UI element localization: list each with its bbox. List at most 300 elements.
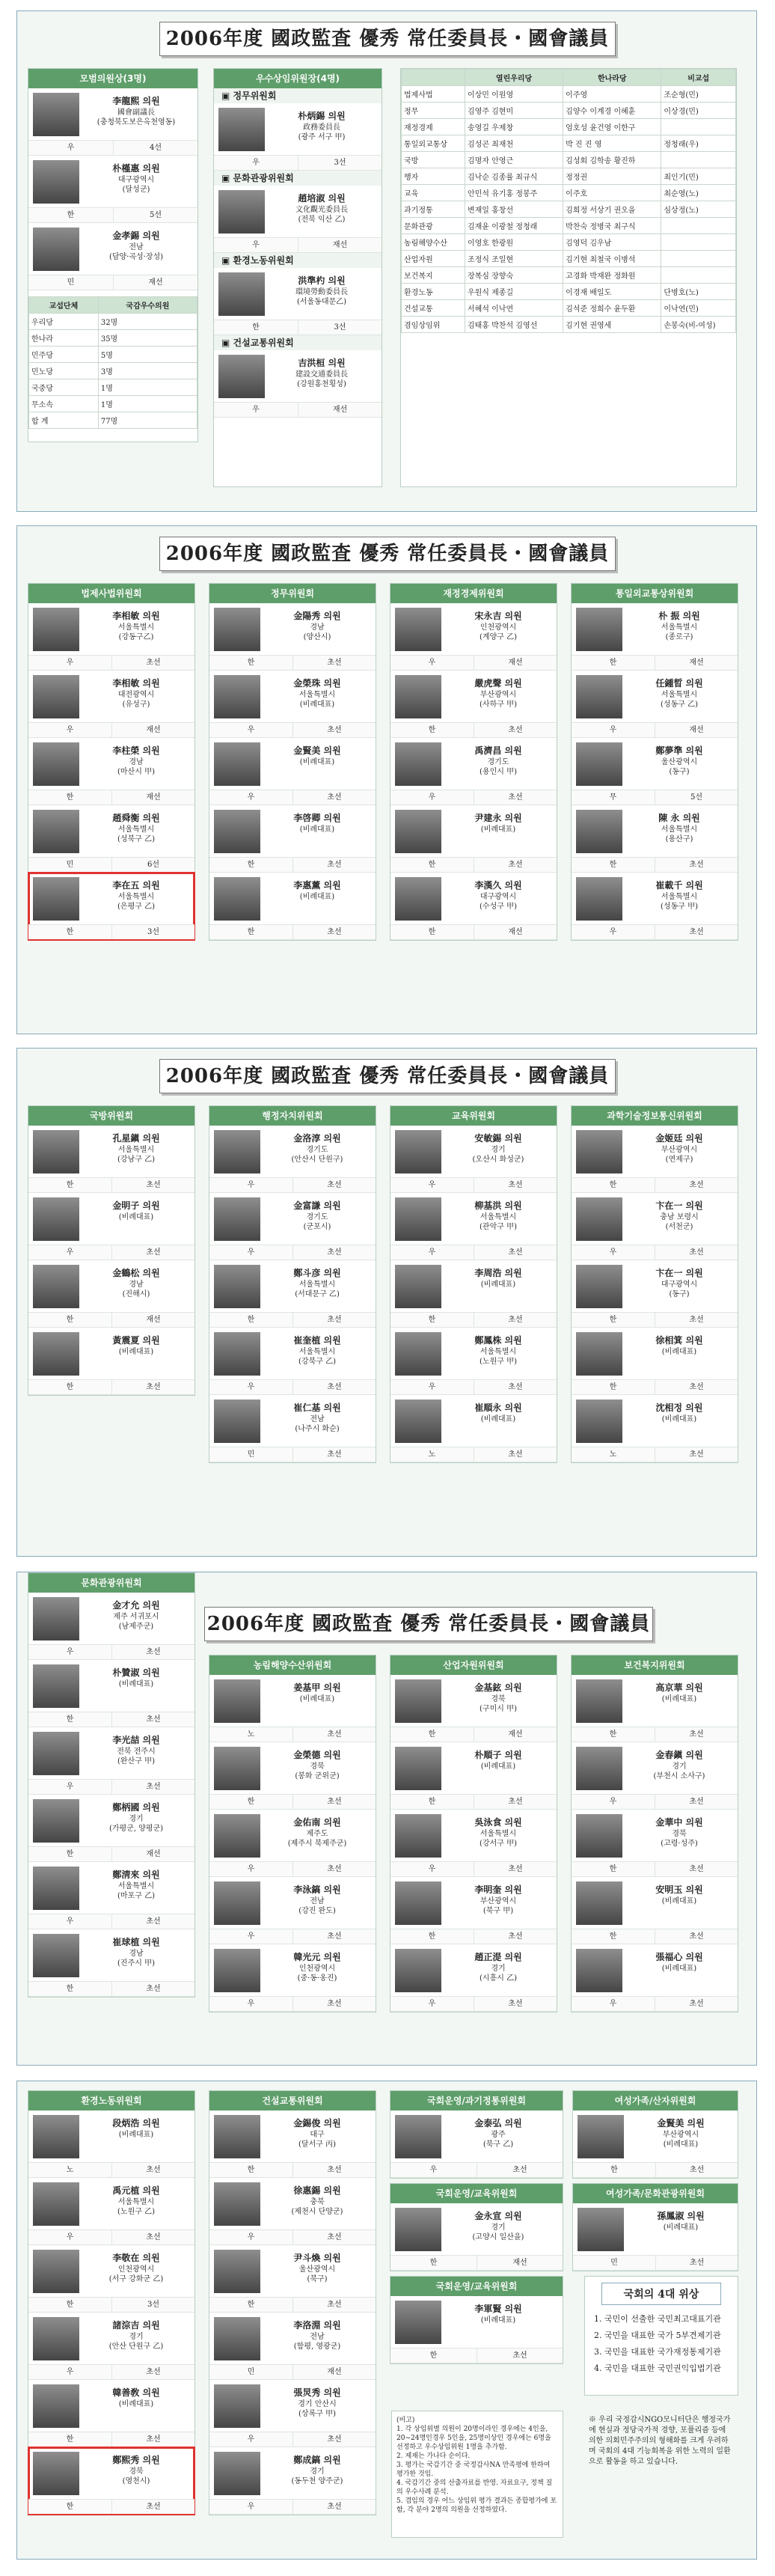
member-party: 우: [209, 2229, 292, 2244]
member-photo: [214, 1400, 260, 1443]
member-photo: [214, 1679, 260, 1723]
committee-row: [402, 218, 736, 234]
member-district: 부산광역시 (연제구): [661, 1146, 698, 1164]
member-card: [214, 268, 382, 335]
member-name: 尹斗煥 의원: [293, 2253, 341, 2263]
member-term: 초선: [474, 1312, 557, 1327]
member-district: (비례대표): [299, 1695, 335, 1703]
member-term: 초선: [292, 1794, 376, 1809]
member-name: 金鶴松 의원: [112, 1268, 160, 1278]
member-party: 우: [209, 790, 292, 805]
member-photo: [214, 1881, 260, 1925]
committee-row: [402, 135, 736, 152]
member-district: 서울특별시 (관악구 甲): [480, 1213, 517, 1231]
member-term: 초선: [655, 924, 738, 939]
member-party: 우: [209, 1929, 292, 1944]
chair-committee-name: ▣ 건설교통위원회: [214, 335, 382, 350]
member-photo: [214, 2317, 260, 2360]
member-district: 대구광역시 (동구): [661, 1281, 698, 1298]
member-district: 경기도 (군포시): [303, 1213, 331, 1231]
committee-header: 보건복지위원회: [572, 1655, 738, 1675]
member-photo: [33, 1597, 79, 1640]
member-district: 경남 (진해시): [122, 1281, 150, 1298]
committee-row: [402, 152, 736, 168]
member-party: 민: [28, 275, 113, 290]
party-cell: 국중당: [29, 379, 99, 396]
member-card: [28, 1929, 194, 1997]
member-term: 3선: [111, 2297, 194, 2312]
member-name: 朴 振 의원: [658, 611, 700, 621]
committee-cell: 송영길 우제창: [465, 119, 563, 135]
member-name: 李明奎 의원: [474, 1884, 522, 1895]
member-district: 경북 (영천시): [122, 2467, 150, 2485]
member-party: 한: [28, 1312, 111, 1327]
member-name: 孫鳳淑 의원: [657, 2211, 705, 2221]
panel-title: [159, 22, 616, 56]
member-term: 초선: [111, 2432, 194, 2447]
committee-cell: 법제사법: [402, 86, 465, 103]
member-name: 鄭鳳株 의원: [474, 1335, 522, 1346]
member-photo: [576, 742, 622, 786]
member-name: 鄭柄國 의원: [112, 1802, 160, 1813]
member-card: [390, 603, 557, 671]
member-card: [572, 1193, 738, 1260]
member-term: 초선: [655, 1379, 738, 1394]
member-photo: [395, 1332, 441, 1376]
member-party: 한: [572, 1861, 655, 1876]
member-term: 초선: [474, 1447, 557, 1462]
committee-cell: 이주영: [563, 86, 661, 103]
member-term: 4선: [113, 140, 197, 155]
member-photo: [214, 1332, 260, 1376]
member-party: 한: [28, 1981, 111, 1996]
member-name: 洪準杓 의원: [298, 275, 346, 286]
committee-cell: 조순형(민): [661, 86, 736, 103]
notes-box: [391, 2411, 563, 2538]
committee-cell: 박 진 진 영: [563, 135, 661, 152]
member-name: 尹建永 의원: [474, 813, 522, 823]
member-district: 대구광역시 (수성구 甲): [480, 893, 517, 911]
member-term: 초선: [111, 1177, 194, 1192]
committee-cell: [661, 234, 736, 251]
ct-th: [402, 70, 465, 86]
committee-row: [402, 103, 736, 119]
panel-committees-4: [16, 2081, 757, 2560]
committee-cell: 환경노동: [402, 284, 465, 300]
party-row: [29, 347, 197, 363]
member-term: 초선: [655, 2162, 738, 2177]
member-photo: [576, 1747, 622, 1790]
committee-cell: 이경재 배일도: [563, 284, 661, 300]
member-card: [28, 2380, 194, 2447]
member-name: 張福心 의원: [655, 1952, 703, 1962]
committee-row: [402, 201, 736, 218]
party-cell: 35명: [98, 330, 197, 347]
member-card: [573, 2110, 738, 2178]
panel-committees-3: [16, 1572, 757, 2066]
committee-cell: 김석준 정희수 윤두환: [563, 300, 661, 317]
member-district: 울산광역시 (동구): [661, 758, 698, 776]
committee-header: 정무위원회: [209, 584, 376, 603]
member-term: 초선: [292, 2499, 376, 2514]
member-party: 민: [28, 857, 111, 872]
committee-cell: 정정권: [563, 168, 661, 185]
committee-column: [28, 583, 195, 941]
committee-cell: 재정경제: [402, 119, 465, 135]
party-row: [29, 396, 197, 412]
party-row: [29, 412, 197, 429]
member-name: 吳泳食 의원: [474, 1817, 522, 1828]
member-district: 서울특별시 (종로구): [661, 623, 698, 641]
member-party: 우: [28, 722, 111, 737]
member-card: [28, 1862, 194, 1929]
party-cell: 우리당: [29, 314, 99, 330]
member-photo: [395, 1949, 441, 1992]
member-term: 초선: [292, 1727, 376, 1742]
committee-header: 국회운영/교육위원회: [390, 2184, 563, 2203]
chair-section: [213, 68, 382, 487]
committee-header: 여성가족/산자위원회: [573, 2091, 738, 2110]
member-card: [572, 873, 738, 940]
committee-header: 산업자원위원회: [390, 1655, 557, 1675]
member-name: 沈相정 의원: [655, 1403, 703, 1413]
member-card: [209, 873, 376, 940]
member-district: 충남 보령시 (서천군): [660, 1213, 699, 1231]
member-card: [390, 1328, 557, 1395]
member-party: 한: [390, 1312, 474, 1327]
member-term: 초선: [292, 1996, 376, 2011]
member-card: [572, 805, 738, 873]
member-card: [28, 1193, 194, 1260]
member-name: 朴順子 의원: [474, 1750, 522, 1760]
member-party: 한: [28, 790, 111, 805]
member-card: [390, 1877, 557, 1944]
member-district: 政務委員長 (광주 서구 甲): [298, 123, 346, 141]
member-card: [390, 1126, 557, 1193]
member-term: 초선: [655, 1996, 738, 2011]
member-name: 李啓卿 의원: [293, 813, 341, 823]
member-card: [214, 186, 382, 253]
member-district: 경기 (고양시 일산을): [472, 2224, 524, 2241]
committee-header: 통일외교통상위원회: [572, 584, 738, 603]
member-party: 우: [209, 722, 292, 737]
member-photo: [218, 355, 265, 398]
member-name: 朴炳錫 의원: [298, 111, 346, 121]
member-party: 한: [28, 1379, 111, 1394]
member-name: 金姬廷 의원: [655, 1133, 703, 1144]
member-card: [572, 1328, 738, 1395]
committee-table-section: [400, 68, 737, 487]
wisang-item: 1. 국민이 선출한 국민최고대표기관: [604, 2311, 732, 2328]
member-name: 韓善敎 의원: [112, 2387, 160, 2398]
ct-th: 비교섭: [661, 70, 736, 86]
party-th: 국감우수의원: [98, 297, 197, 314]
member-district: 경기 (오산시 화성군): [472, 1146, 524, 1164]
party-row: [29, 379, 197, 396]
member-card: [209, 805, 376, 873]
member-photo: [576, 1130, 622, 1173]
committee-cell: 김태홍 박찬석 김영선: [465, 317, 563, 333]
member-name: 卞在一 의원: [655, 1268, 703, 1278]
committee-header: 행정자치위원회: [209, 1106, 376, 1126]
committee-cell: 김영주 김현미: [465, 103, 563, 119]
committee-column: [209, 1105, 376, 1463]
member-card: [28, 2178, 194, 2245]
member-party: 우: [214, 237, 298, 252]
member-term: 초선: [111, 2229, 194, 2244]
party-cell: 합 계: [29, 412, 99, 429]
member-term: 초선: [474, 790, 557, 805]
committee-cell: 김낙순 김종률 최규식: [465, 168, 563, 185]
member-card: [209, 738, 376, 805]
member-card: [572, 738, 738, 805]
member-card: [209, 603, 376, 671]
committee-cell: 김성회 김학송 황진하: [563, 152, 661, 168]
wisang-box: [584, 2276, 738, 2396]
member-name: 金賢美 의원: [293, 745, 341, 756]
member-term: 초선: [474, 1996, 557, 2011]
party-cell: 민노당: [29, 363, 99, 379]
committee-cell: 손봉숙(비-여성): [661, 317, 736, 333]
member-photo: [33, 2317, 79, 2360]
member-name: 金永宣 의원: [474, 2211, 522, 2221]
member-party: 우: [28, 2364, 111, 2379]
member-card: [214, 103, 382, 171]
member-term: 재선: [111, 1846, 194, 1861]
party-cell: 5명: [98, 347, 197, 363]
member-card: [573, 2203, 738, 2271]
member-term: 초선: [292, 1379, 376, 1394]
member-photo: [33, 877, 79, 921]
member-term: 초선: [655, 1245, 738, 1260]
member-term: 초선: [292, 655, 376, 670]
member-party: 한: [209, 1794, 292, 1809]
member-photo: [578, 2115, 624, 2158]
member-card: [28, 1260, 194, 1328]
party-cell: 77명: [98, 412, 197, 429]
member-photo: [395, 2208, 441, 2251]
member-district: 경기도 (용인시 甲): [480, 758, 517, 776]
committee-cell: 이낙연(민): [661, 300, 736, 317]
member-district: 대구광역시 (달성군): [117, 176, 155, 194]
committee-cell: 산업자원: [402, 251, 465, 267]
committee-cell: 김재윤 이광철 정청래: [465, 218, 563, 234]
member-name: 趙正湜 의원: [474, 1952, 522, 1962]
member-photo: [214, 675, 260, 718]
member-photo: [214, 1197, 260, 1241]
member-photo: [395, 1747, 441, 1790]
model-section: [28, 68, 198, 442]
member-district: 광주 (북구 乙): [483, 2131, 514, 2149]
member-district: (비례대표): [661, 1695, 697, 1703]
member-party: 한: [390, 924, 474, 939]
member-photo: [214, 1265, 260, 1308]
member-party: 노: [209, 1727, 292, 1742]
member-photo: [33, 1799, 79, 1843]
member-term: 재선: [111, 790, 194, 805]
member-name: 金孝錫 의원: [112, 231, 160, 241]
member-name: 任鍾晳 의원: [655, 678, 703, 689]
member-term: 초선: [292, 2432, 376, 2447]
committee-cell: 김명자 안영근: [465, 152, 563, 168]
member-name: 安敏錫 의원: [474, 1133, 522, 1144]
member-party: 우: [572, 1245, 655, 1260]
member-term: 초선: [655, 1727, 738, 1742]
member-term: 초선: [292, 1312, 376, 1327]
member-district: 전남 (강진 완도): [298, 1897, 336, 1915]
member-photo: [33, 810, 79, 853]
member-party: 한: [28, 2432, 111, 2447]
member-name: 柳基洪 의원: [474, 1200, 522, 1211]
party-row: [29, 314, 197, 330]
member-photo: [395, 1881, 441, 1925]
committee-cell: 김기현 최철국 이병석: [563, 251, 661, 267]
committee-row: [402, 284, 736, 300]
committee-column: [390, 1105, 557, 1463]
member-card: [209, 1260, 376, 1328]
member-term: 초선: [292, 1929, 376, 1944]
member-photo: [576, 1881, 622, 1925]
member-term: 초선: [655, 1929, 738, 1944]
member-name: 李龍熙 의원: [112, 96, 160, 106]
member-card: [209, 1395, 376, 1462]
member-party: 한: [572, 1727, 655, 1742]
committee-row: [402, 251, 736, 267]
member-party: 한: [28, 207, 113, 222]
member-party: 우: [209, 2432, 292, 2447]
ct-th: 한나라당: [563, 70, 661, 86]
member-card: [390, 2110, 563, 2178]
member-district: 경북 (고령·성주): [661, 1830, 698, 1848]
member-card: [209, 2447, 376, 2515]
member-name: 李柱榮 의원: [112, 745, 160, 756]
member-party: 한: [28, 2297, 111, 2312]
party-th: 교섭단체: [29, 297, 99, 314]
member-card: [28, 1660, 194, 1727]
committee-header: 국회운영/교육위원회: [390, 2277, 563, 2296]
committee-cell: 보건복지: [402, 267, 465, 284]
panel-committees-1: [16, 525, 757, 1034]
member-card: [28, 1328, 194, 1395]
member-party: 우: [28, 1779, 111, 1794]
committee-cell: 엄호성 윤건영 이한구: [563, 119, 661, 135]
member-name: 鄭熙秀 의원: [112, 2455, 160, 2465]
member-party: 한: [214, 320, 298, 335]
member-photo: [214, 2115, 260, 2158]
panel-title-text: 2006年度 國政監査 優秀 常任委員長・國會議員: [165, 28, 610, 50]
member-photo: [395, 608, 441, 651]
member-district: (비례대표): [480, 1762, 516, 1771]
member-party: 우: [28, 1644, 111, 1659]
member-card: [390, 1675, 557, 1742]
committee-cell: 단병호(노): [661, 284, 736, 300]
member-party: 우: [572, 1996, 655, 2011]
member-card: [28, 2313, 194, 2380]
member-party: 우: [209, 1996, 292, 2011]
member-district: 서울특별시 (강북구 乙): [298, 1348, 336, 1366]
panel-committees-2: [16, 1048, 757, 1557]
member-name: 鄭夢準 의원: [655, 745, 703, 756]
member-district: (비례대표): [118, 2400, 154, 2408]
member-term: 재선: [655, 722, 738, 737]
member-district: (비례대표): [661, 1897, 697, 1905]
member-card: [209, 1675, 376, 1742]
member-name: 李洛淵 의원: [293, 2320, 341, 2331]
member-photo: [576, 810, 622, 853]
member-term: 초선: [111, 1245, 194, 1260]
member-name: 李敬在 의원: [112, 2253, 160, 2263]
member-term: 초선: [655, 1861, 738, 1876]
member-name: 趙培淑 의원: [298, 193, 346, 204]
member-photo: [214, 2452, 260, 2495]
member-district: 부산광역시 (사하구 甲): [480, 691, 517, 709]
committee-cell: 국방: [402, 152, 465, 168]
member-party: 한: [209, 655, 292, 670]
member-district: (비례대표): [661, 1348, 697, 1356]
member-district: (비례대표): [480, 2316, 516, 2325]
member-district: 建設交通委員長 (강원홍천횡성): [295, 370, 348, 388]
member-district: (비례대표): [480, 825, 516, 834]
member-card: [390, 738, 557, 805]
member-district: 대전광역시 (유성구): [117, 691, 155, 709]
member-photo: [33, 1867, 79, 1910]
member-name: 嚴虎聲 의원: [474, 678, 522, 689]
member-photo: [395, 877, 441, 921]
member-photo: [33, 1197, 79, 1241]
chair-committee-name: ▣ 문화관광위원회: [214, 171, 382, 186]
member-party: 우: [572, 924, 655, 939]
committee-cell: 박찬숙 정병국 최구식: [563, 218, 661, 234]
member-term: 초선: [111, 1981, 194, 1996]
member-district: 전북 전주시 (완산구 甲): [117, 1748, 156, 1765]
member-name: 徐惠錫 의원: [293, 2185, 341, 2196]
member-name: 金富謙 의원: [293, 1200, 341, 1211]
member-term: 초선: [655, 857, 738, 872]
member-card: [209, 2245, 376, 2313]
member-card: [209, 2380, 376, 2447]
committee-cell: 행자: [402, 168, 465, 185]
member-party: 노: [28, 2162, 111, 2177]
member-term: 초선: [474, 1929, 557, 1944]
committee-header: 건설교통위원회: [209, 2091, 376, 2110]
member-card: [209, 1944, 376, 2012]
member-district: (비례대표): [661, 1965, 697, 1973]
member-term: 초선: [655, 2255, 738, 2270]
member-name: 徐相箕 의원: [655, 1335, 703, 1346]
member-party: 한: [209, 2162, 292, 2177]
committee-header: 재정경제위원회: [390, 584, 557, 603]
member-district: (비례대표): [118, 1213, 154, 1221]
member-party: 우: [28, 2229, 111, 2244]
member-photo: [33, 1934, 79, 1977]
member-district: 경남 (양산시): [303, 623, 331, 641]
member-photo: [33, 2250, 79, 2293]
member-district: (비례대표): [299, 758, 335, 766]
member-card: [390, 2296, 563, 2363]
wisang-item: 3. 국민을 대표한 국가재정통제기관: [604, 2344, 732, 2360]
member-photo: [33, 742, 79, 786]
committee-column: [572, 2090, 738, 2179]
committee-cell: 건설교통: [402, 300, 465, 317]
member-term: 초선: [655, 1312, 738, 1327]
member-card: [214, 350, 382, 418]
party-cell: 3명: [98, 363, 197, 379]
member-card: [28, 1593, 194, 1660]
member-card: [28, 156, 197, 223]
committee-cell: 변재일 홍창선: [465, 201, 563, 218]
member-card: [390, 1944, 557, 2012]
committee-cell: 최인기(민): [661, 168, 736, 185]
